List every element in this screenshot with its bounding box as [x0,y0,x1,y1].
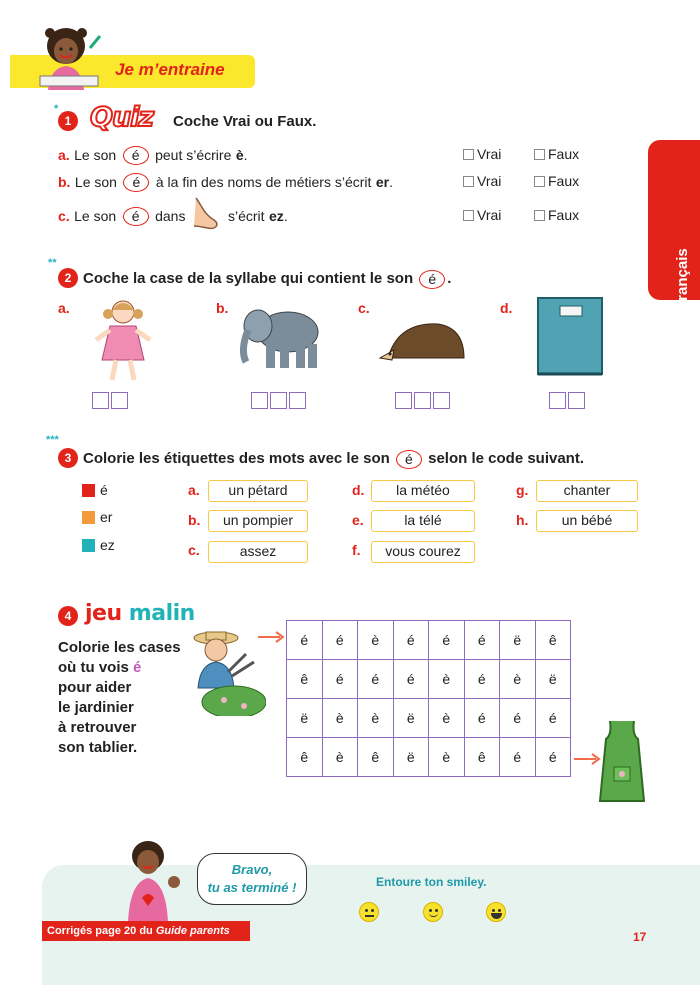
grid-cell[interactable]: ë [393,699,429,738]
question-letter: b. [58,174,71,190]
grid-cell[interactable]: ê [535,621,571,660]
gardener-illustration [184,628,266,716]
corrections-banner: Corrigés page 20 du Guide parents [42,921,250,941]
grid-cell[interactable]: ë [393,738,429,777]
girl-reading-illustration [28,24,108,90]
grid-cell[interactable]: é [464,660,500,699]
false-checkbox-a[interactable]: Faux [534,146,579,162]
true-checkbox-b[interactable]: Vrai [463,173,501,189]
sound-bubble: é [123,173,149,192]
exercise-instruction: Colorie les étiquettes des mots avec le son é selon le code suivant. [83,450,585,467]
grid-cell[interactable]: è [500,660,536,699]
grid-cell[interactable]: ë [535,660,571,699]
word-letter: d. [352,482,365,498]
grid-cell[interactable]: è [358,621,394,660]
grid-cell[interactable]: ë [500,621,536,660]
word-tag[interactable]: un bébé [536,510,638,532]
word-letter: h. [516,512,529,528]
grid-cell[interactable]: é [393,660,429,699]
sound-bubble: é [123,146,149,165]
grid-cell[interactable]: é [500,738,536,777]
grid-cell[interactable]: ë [287,699,323,738]
page-title: Je m’entraine [115,60,225,79]
grid-cell[interactable]: é [358,660,394,699]
grid-cell[interactable]: é [535,738,571,777]
arrow-right-icon [256,630,286,644]
exercise-instruction: Colorie les cases où tu vois é pour aider le jardinier à retrouver son tablier. [58,639,181,756]
false-checkbox-c[interactable]: Faux [534,207,579,223]
quiz-question-b: b. Le son é à la fin des noms de métiers s’écrit er. [58,174,393,191]
exercise-number: 3 [58,448,78,468]
subject-tab-label: Français [674,248,691,310]
exercise-number: 2 [58,268,78,288]
grid-cell[interactable]: é [464,621,500,660]
word-letter: f. [352,542,361,558]
word-letter: b. [188,512,201,528]
grid-cell[interactable]: é [322,621,358,660]
grid-cell[interactable]: é [535,699,571,738]
item-letter-c: c. [358,300,370,316]
word-letter: e. [352,512,364,528]
page-number: 17 [633,930,647,944]
exercise-number: 4 [58,606,78,626]
difficulty-stars: ** [48,257,57,269]
nose-icon [190,196,222,232]
grid-cell[interactable]: ê [358,738,394,777]
item-letter-b: b. [216,300,229,316]
grid-cell[interactable]: é [287,621,323,660]
false-checkbox-b[interactable]: Faux [534,173,579,189]
girl-thumbs-up-illustration [112,838,184,922]
happy-smiley-icon[interactable] [423,902,443,922]
legend-label: ez [100,537,115,553]
syllable-boxes-d[interactable] [549,392,587,414]
word-tag[interactable]: la météo [371,480,475,502]
true-checkbox-c[interactable]: Vrai [463,207,501,223]
word-tag[interactable]: un pétard [208,480,308,502]
jeu-malin-logo: jeu malin [85,601,195,626]
item-letter-a: a. [58,300,70,316]
grid-cell[interactable]: é [500,699,536,738]
word-letter: a. [188,482,200,498]
sound-bubble: é [396,450,422,469]
grid-cell[interactable]: è [429,699,465,738]
question-letter: c. [58,208,70,224]
grid-cell[interactable]: ê [464,738,500,777]
difficulty-stars: * [54,103,59,115]
quiz-question-c: c. Le son é dans [58,208,186,225]
apron-illustration [598,717,646,805]
word-letter: c. [188,542,200,558]
grid-cell[interactable]: è [322,699,358,738]
item-letter-d: d. [500,300,513,316]
word-tag[interactable]: vous courez [371,541,475,563]
speech-bubble: Bravo, tu as terminé ! [197,853,307,905]
grid-cell[interactable]: è [322,738,358,777]
word-letter: g. [516,482,529,498]
true-checkbox-a[interactable]: Vrai [463,146,501,162]
elephant-illustration [236,300,326,372]
grid-cell[interactable]: é [393,621,429,660]
exercise-number: 1 [58,111,78,131]
very-happy-smiley-icon[interactable] [486,902,506,922]
grid-cell[interactable]: ê [287,738,323,777]
doll-illustration [88,296,158,386]
question-letter: a. [58,147,70,163]
grid-cell[interactable]: é [322,660,358,699]
quiz-label: Quiz [90,102,154,133]
grid-cell[interactable]: è [358,699,394,738]
grid-cell[interactable]: è [429,738,465,777]
word-tag[interactable]: un pompier [208,510,308,532]
syllable-boxes-c[interactable] [395,392,452,414]
legend-swatch-teal [82,539,95,552]
sound-bubble: é [123,207,149,226]
letter-grid [286,620,571,777]
grid-cell[interactable]: ê [287,660,323,699]
hedgehog-illustration [378,318,468,366]
quiz-question-a: a. Le son é peut s’écrire è. [58,147,248,164]
sound-bubble: é [419,270,445,289]
word-tag[interactable]: assez [208,541,308,563]
smiley-prompt: Entoure ton smiley. [376,875,487,889]
grid-cell[interactable]: é [429,621,465,660]
grid-cell[interactable]: é [464,699,500,738]
subject-tab[interactable] [648,140,700,310]
difficulty-stars: *** [46,434,59,446]
legend-swatch-orange [82,511,95,524]
syllable-boxes-a[interactable] [92,392,130,414]
word-tag[interactable]: chanter [536,480,638,502]
legend-label: é [100,482,108,498]
notebook-illustration [534,294,608,378]
legend-swatch-red [82,484,95,497]
neutral-smiley-icon[interactable] [359,902,379,922]
syllable-boxes-b[interactable] [251,392,308,414]
exercise-instruction: Coche Vrai ou Faux. [173,113,317,130]
grid-cell[interactable]: è [429,660,465,699]
exercise-instruction: Coche la case de la syllabe qui contient le son é . [83,270,452,287]
legend-label: er [100,509,113,525]
word-tag[interactable]: la télé [371,510,475,532]
